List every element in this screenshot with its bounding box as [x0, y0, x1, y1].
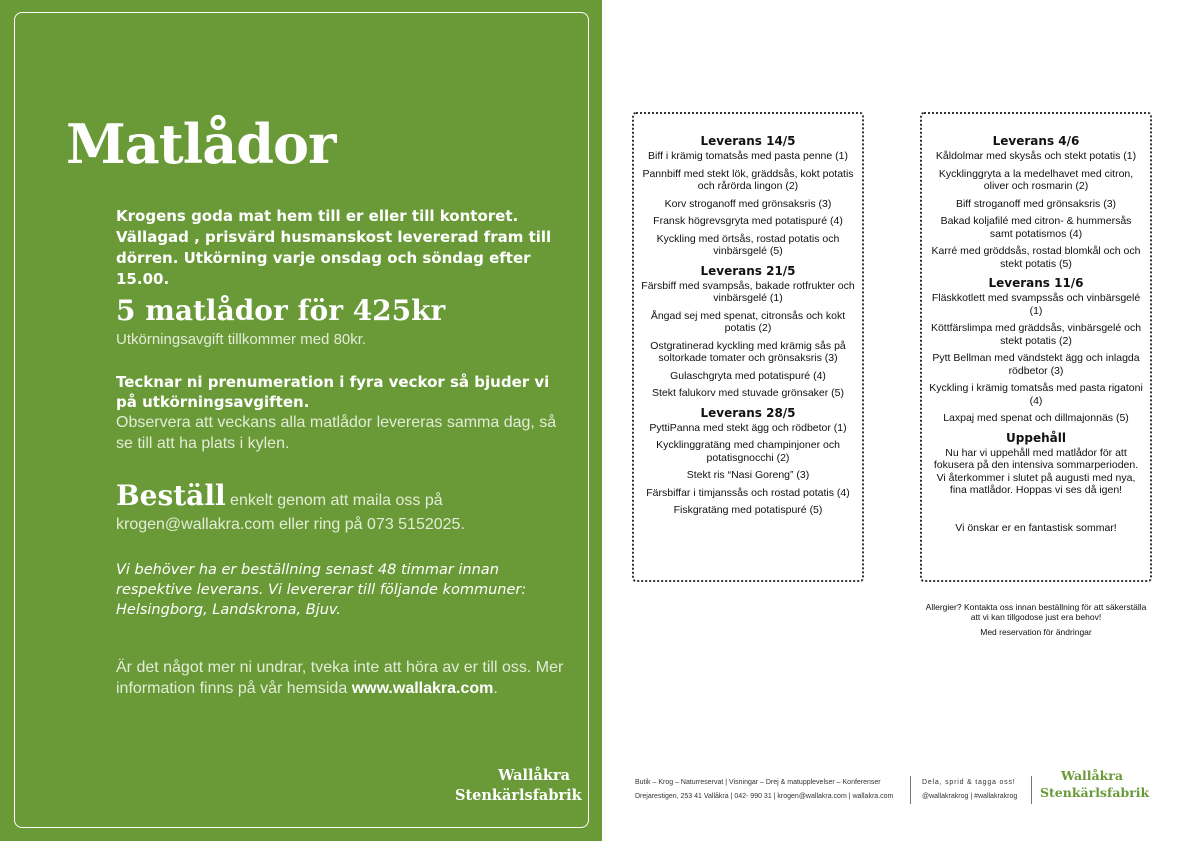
footer-address: Drejarestigen, 253 41 Vallåkra | 042- 990 31 | krogen@wallakra.com | wallakra.com: [635, 793, 894, 800]
week-title: Leverans 4/6: [992, 134, 1080, 148]
dish-item: Kycklinggratäng med champinjoner och potatisgnocchi (2): [656, 439, 840, 464]
week-title: Leverans 28/5: [700, 405, 796, 420]
offer-title: 5 matlådor för 425kr: [116, 294, 446, 327]
dish-item: Stekt ris “Nasi Goreng” (3): [686, 469, 810, 481]
subscription-offer: Tecknar ni prenumeration i fyra veckor så bjuder vi på utkörningsavgiften.: [116, 373, 550, 411]
dish-item: Köttfärslimpa med gräddsås, vinbärsgelé och stekt potatis (2): [930, 322, 1142, 347]
footer-logo: [1040, 767, 1150, 801]
dish-item: Kycklinggryta a la medelhavet med citron, oliver och rosmarin (2): [938, 167, 1134, 192]
footer-logo-line2: Stenkärlsfabrik: [1040, 785, 1150, 800]
order-info: [116, 479, 576, 537]
more-info: [116, 657, 576, 699]
footer-divider: [1031, 776, 1032, 804]
week-title: Leverans 11/6: [988, 276, 1084, 290]
footer-logo-line1: Wallåkra: [1061, 768, 1123, 783]
dish-item: PyttiPanna med stekt ägg och rödbetor (1): [649, 421, 847, 434]
dish-item: Pytt Bellman med vändstekt ägg och inlagda rödbetor (3): [932, 352, 1140, 377]
intro-text: Krogens goda mat hem till er eller till kontoret. Vällagad , prisvärd husmanskost levererad fram till dörren. Utkörning varje onsdag och söndag efter 15.00.: [116, 207, 552, 288]
dish-item: Pannbiff med stekt lök, gräddsås, kokt potatis och rårörda lingon (2): [642, 167, 854, 192]
dish-item: Ångad sej med spenat, citronsås och kokt potatis (2): [650, 309, 846, 334]
brand-logo-line2: Stenkärlsfabrik: [455, 787, 582, 804]
pause-title: Uppehåll: [1006, 430, 1066, 445]
week-title: Leverans 14/5: [700, 134, 796, 148]
dish-item: Karré med gröddsås, rostad blomkål och och stekt potatis (5): [931, 245, 1141, 270]
menu-box-may: [632, 112, 864, 582]
menu-box-june: [920, 112, 1152, 582]
dish-item: Kåldolmar med skysås och stekt potatis (1): [935, 150, 1137, 162]
pause-text: Nu har vi uppehåll med matlådor för att fokusera på den intensiva sommarperioden. Vi återkommer i slutet på augusti med nya, fina matlådor. Hoppas vi ses då igen!: [933, 446, 1139, 496]
footer-social: @wallakrakrog | #wallakrakrog: [922, 793, 1018, 800]
dish-item: Gulaschgryta med potatispuré (4): [670, 369, 826, 382]
week-title: Leverans 21/5: [700, 263, 796, 278]
dish-item: Bakad koljafilé med citron- & hummersås samt potatismos (4): [940, 215, 1132, 240]
allergy-note: Allergier? Kontakta oss innan beställning för att säkerställa att vi kan tillgodose just era behov!: [925, 602, 1147, 622]
order-text: enkelt genom att maila oss på krogen@wallakra.com eller ring på 073 5152025.: [116, 492, 465, 533]
more-info-text: Är det något mer ni undrar, tveka inte att höra av er till oss. Mer information finns på vår hemsida: [116, 659, 564, 697]
dish-item: Biff i krämig tomatsås med pasta penne (1): [648, 150, 848, 162]
page-title: Matlådor: [66, 112, 336, 176]
reservation-note: Med reservation för ändringar: [980, 627, 1092, 637]
dish-item: Fiskgratäng med potatispuré (5): [673, 504, 823, 516]
dish-item: Laxpaj med spenat och dillmajonnäs (5): [943, 412, 1129, 424]
delivery-fee-text: Utkörningsavgift tillkommer med 80kr.: [116, 331, 367, 348]
dish-item: Stekt falukorv med stuvade grönsaker (5): [651, 387, 844, 399]
order-title: Beställ: [116, 479, 226, 512]
brand-logo: [455, 766, 582, 806]
dish-item: Biff stroganoff med grönsaksris (3): [955, 197, 1117, 210]
footer-share: Dela, sprid & tagga oss!: [922, 779, 1016, 786]
dish-item: Fläskkotlett med svampssås och vinbärsgelé (1): [931, 292, 1141, 317]
deadline-text: Vi behöver ha er beställning senast 48 timmar innan respektive leverans. Vi levererar till följande kommuner: Helsingborg, Landskrona, Bjuv.: [116, 562, 527, 618]
brand-logo-line1: Wallåkra: [498, 767, 570, 784]
dish-item: Fransk högrevsgryta med potatispuré (4): [653, 215, 843, 227]
footer-divider: [910, 776, 911, 804]
website-link[interactable]: www.wallakra.com: [351, 680, 494, 697]
subscription-note: Observera att veckans alla matlådor levereras samma dag, så se till att ha plats i kylen.: [116, 414, 557, 452]
summer-wish: Vi önskar er en fantastisk sommar!: [955, 521, 1117, 534]
dish-item: Kyckling i krämig tomatsås med pasta rigatoni (4): [929, 382, 1143, 407]
dish-item: Ostgratinerad kyckling med krämig sås på soltorkade tomater och grönsaksris (3): [650, 339, 846, 364]
dish-item: Korv stroganoff med grönsaksris (3): [664, 197, 832, 210]
more-info-end: .: [493, 680, 498, 697]
dish-item: Färsbiff med svampsås, bakade rotfrukter och vinbärsgelé (1): [641, 279, 855, 304]
footer-services: Butik – Krog – Naturreservat | Visningar – Drej & matupplevelser – Konferenser: [635, 779, 881, 786]
dish-item: Kyckling med örtsås, rostad potatis och vinbärsgelé (5): [656, 232, 840, 257]
dish-item: Färsbiffar i timjanssås och rostad potatis (4): [646, 486, 850, 499]
